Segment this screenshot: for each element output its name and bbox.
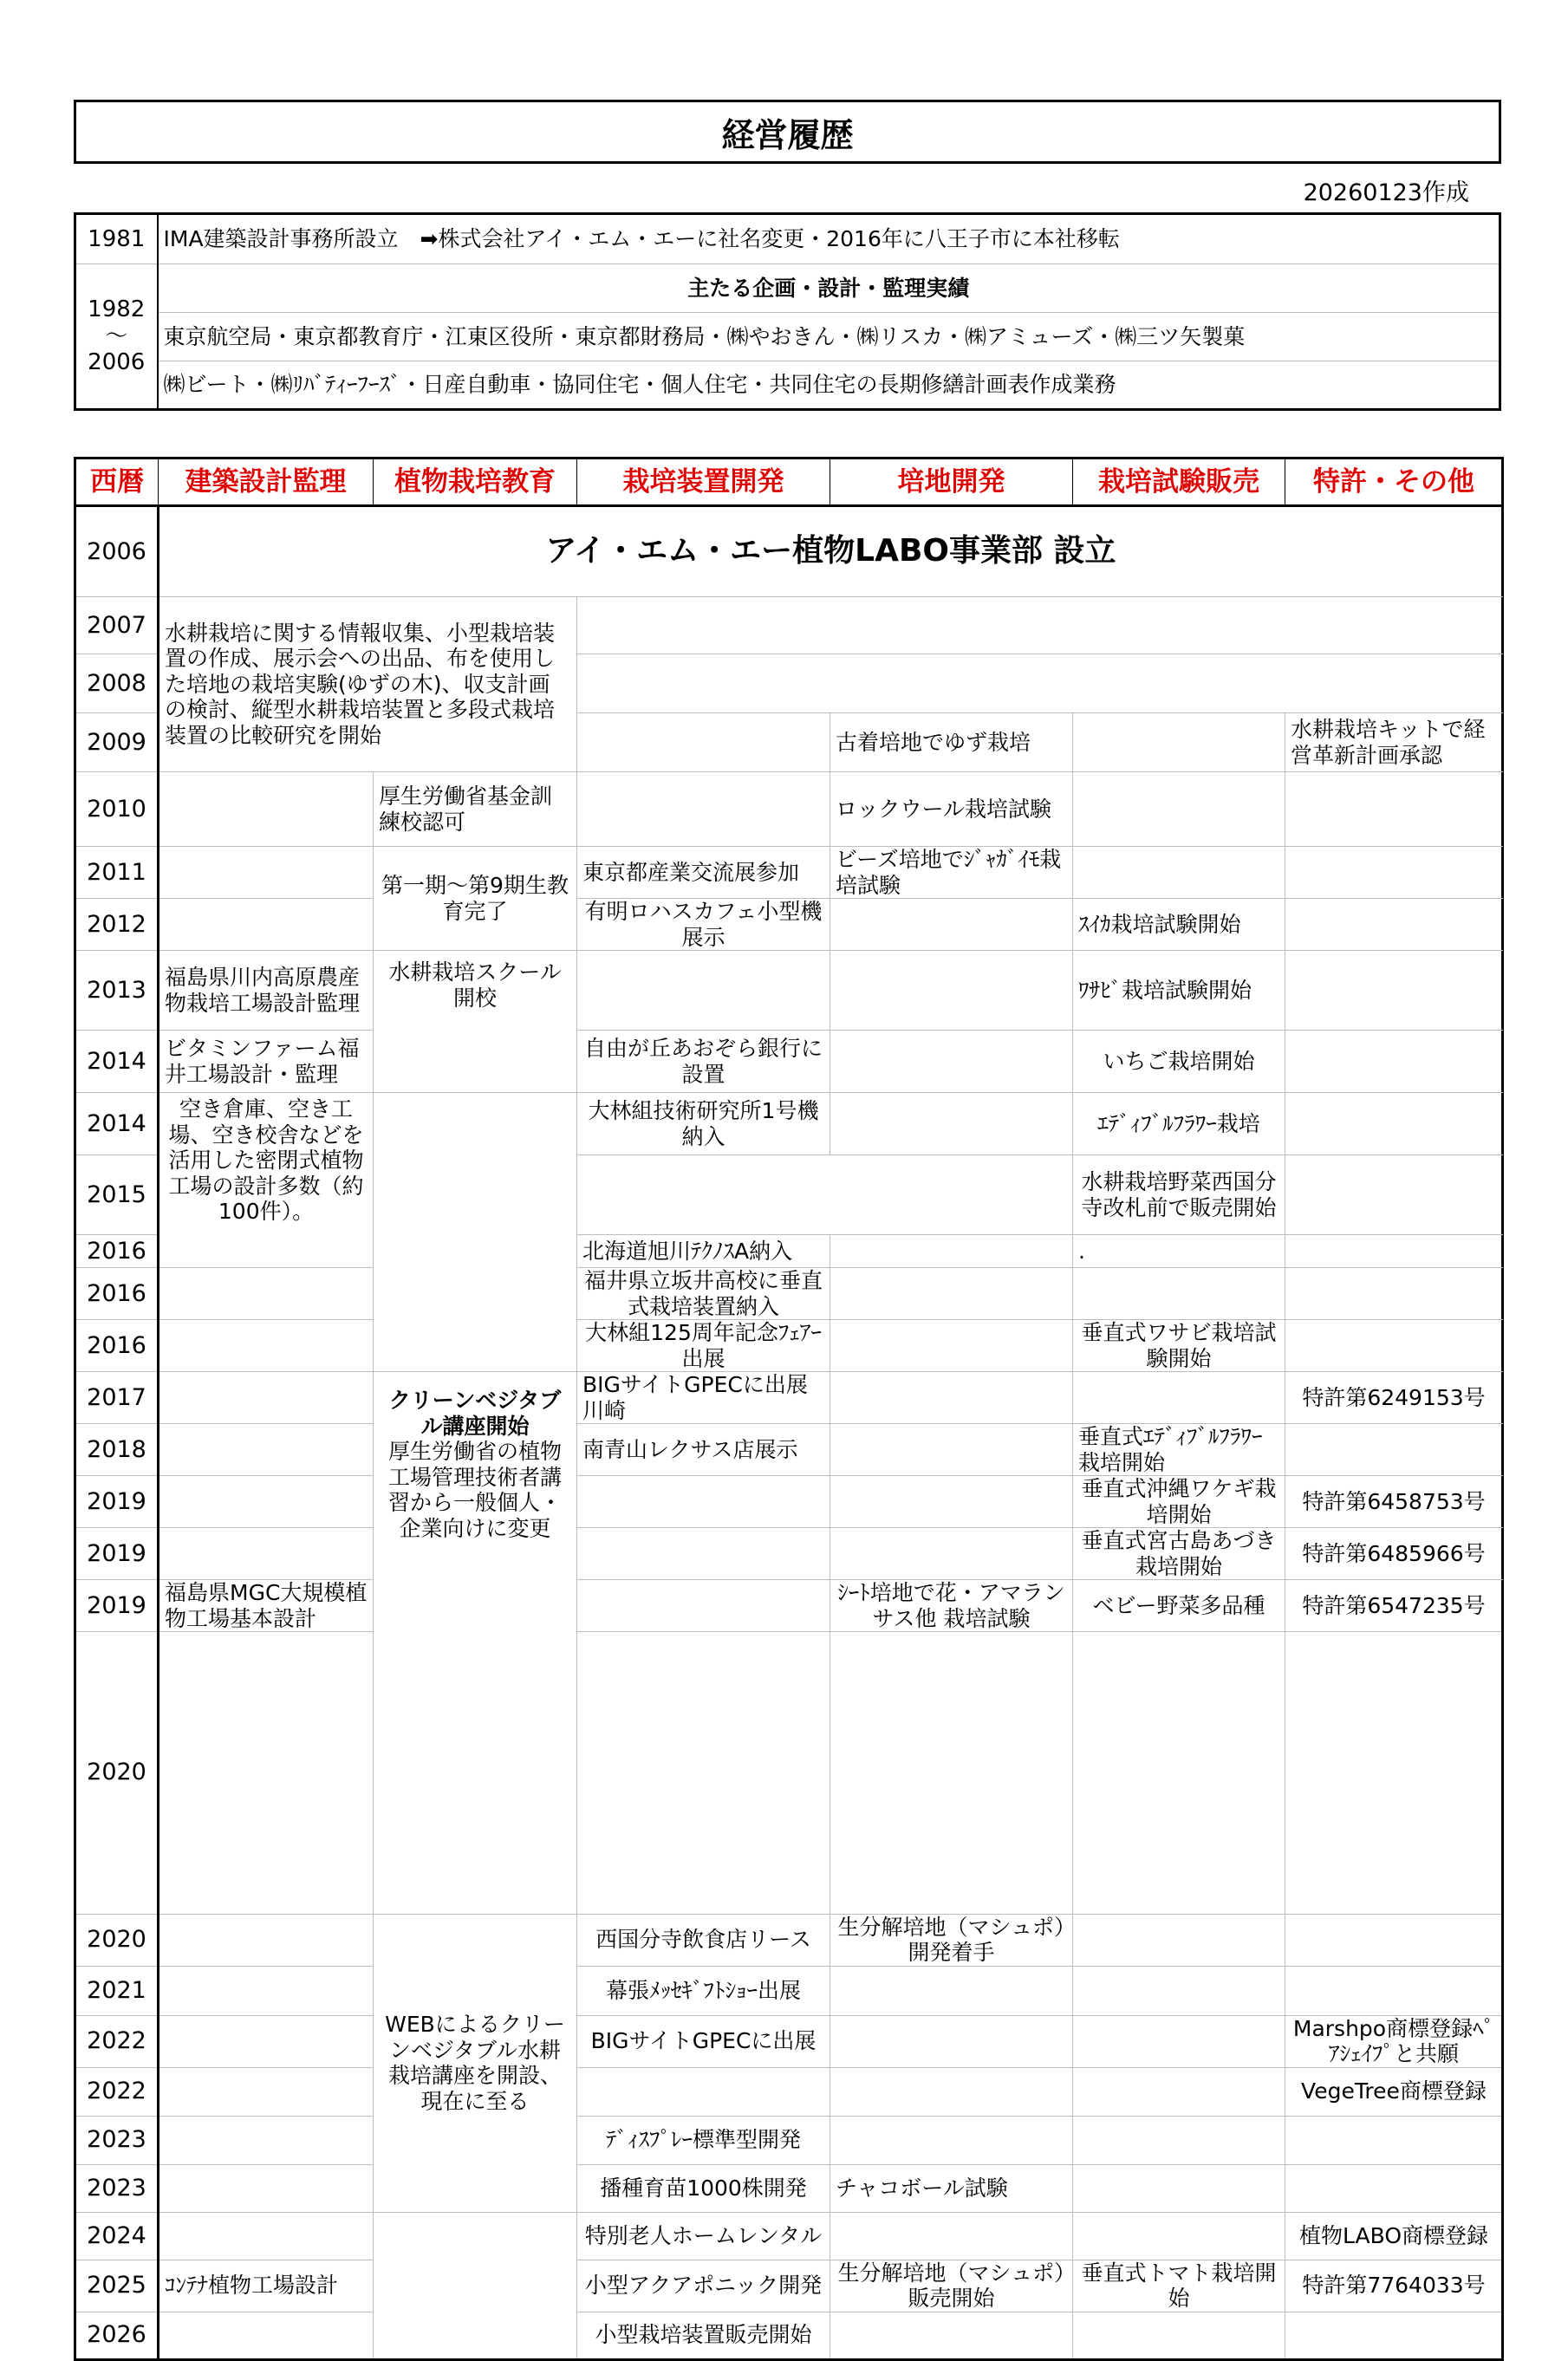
empty-cell	[1285, 1424, 1503, 1476]
table-row	[75, 1268, 1503, 1320]
empty-cell	[1073, 1268, 1285, 1320]
empty-cell	[159, 1424, 374, 1476]
trial-cell: 垂直式宮古島あづき栽培開始	[1073, 1528, 1285, 1580]
patent-cell: 特許第6249153号	[1285, 1372, 1503, 1424]
header-education: 植物栽培教育	[374, 459, 577, 506]
history-text: IMA建築設計事務所設立 ➡株式会社アイ・エム・エーに社名変更・2016年に八王子市に本社移転	[158, 214, 1500, 264]
empty-cell	[159, 1966, 374, 2015]
patent-cell: 特許第6485966号	[1285, 1528, 1503, 1580]
empty-cell	[159, 1632, 374, 1915]
range-end: 2006	[88, 349, 146, 376]
empty-cell	[1073, 1632, 1285, 1915]
empty-cell	[830, 2212, 1073, 2260]
year-cell: 2020	[75, 1914, 159, 1966]
device-cell: 大林組技術研究所1号機納入	[577, 1093, 830, 1155]
empty-cell	[1073, 1372, 1285, 1424]
table-row	[75, 1966, 1503, 2015]
year-cell: 2018	[75, 1424, 159, 1476]
header-patent: 特許・その他	[1285, 459, 1503, 506]
device-cell: 大林組125周年記念ﾌｪｱｰ出展	[577, 1320, 830, 1372]
year-cell: 2019	[75, 1580, 159, 1632]
header-architecture: 建築設計監理	[159, 459, 374, 506]
medium-cell: ｼｰﾄ培地で花・アマランサス他 栽培試験	[830, 1580, 1073, 1632]
company-history-table	[74, 212, 1501, 411]
empty-cell	[1073, 2067, 1285, 2116]
medium-cell: 生分解培地（マシュポ）開発着手	[830, 1914, 1073, 1966]
empty-cell	[577, 1632, 830, 1915]
empty-cell	[830, 1268, 1073, 1320]
empty-cell	[159, 1372, 374, 1424]
empty-cell	[830, 2312, 1073, 2359]
course-description: 厚生労働省の植物工場管理技術者講習から一般個人・企業向けに変更	[387, 1439, 562, 1541]
range-start: 1982	[88, 296, 146, 322]
established-banner: アイ・エム・エー植物LABO事業部 設立	[159, 506, 1503, 597]
trial-cell: 水耕栽培野菜西国分寺改札前で販売開始	[1073, 1155, 1285, 1235]
year-cell: 2010	[75, 772, 159, 847]
empty-cell	[159, 1476, 374, 1528]
empty-cell	[1285, 1914, 1503, 1966]
architecture-cell: ｺﾝﾃﾅ植物工場設計	[159, 2260, 374, 2312]
year-cell: 2012	[75, 899, 159, 951]
trial-cell: ｽｲｶ栽培試験開始	[1073, 899, 1285, 951]
header-device: 栽培装置開発	[577, 459, 830, 506]
empty-cell	[830, 1966, 1073, 2015]
history-clients: 東京航空局・東京都教育庁・江東区役所・東京都財務局・㈱やおきん・㈱リスカ・㈱アミューズ・㈱三ツ矢製菓	[158, 313, 1500, 361]
empty-cell	[1285, 1320, 1503, 1372]
empty-cell	[1073, 2116, 1285, 2164]
medium-cell: 生分解培地（マシュポ）販売開始	[830, 2260, 1073, 2312]
empty-cell	[577, 1476, 830, 1528]
empty-cell	[577, 1528, 830, 1580]
research-start-cell: 水耕栽培に関する情報収集、小型栽培装置の作成、展示会への出品、布を使用した培地の栽培実験(ゆずの木)、収支計画の検討、縦型水耕栽培装置と多段式栽培装置の比較研究を開始	[159, 597, 577, 772]
empty-cell	[159, 2312, 374, 2359]
architecture-cell: ビタミンファーム福井工場設計・監理	[159, 1031, 374, 1093]
table-row	[75, 2067, 1503, 2116]
device-cell: 特別老人ホームレンタル	[577, 2212, 830, 2260]
device-cell: 自由が丘あおぞら銀行に設置	[577, 1031, 830, 1093]
year-cell: 2014	[75, 1093, 159, 1155]
table-row	[75, 2164, 1503, 2212]
architecture-cell: 福島県MGC大規模植物工場基本設計	[159, 1580, 374, 1632]
trial-cell: 垂直式トマト栽培開始	[1073, 2260, 1285, 2312]
empty-cell	[374, 2212, 577, 2359]
trial-cell: ｴﾃﾞｨﾌﾞﾙﾌﾗﾜｰ栽培	[1073, 1093, 1285, 1155]
patent-cell: 特許第7764033号	[1285, 2260, 1503, 2312]
education-cell: 第一期～第9期生教育完了	[374, 847, 577, 951]
table-row	[75, 899, 1503, 951]
clean-vegetable-course-cell	[374, 1372, 577, 1915]
empty-cell	[1073, 2164, 1285, 2212]
year-cell: 2011	[75, 847, 159, 899]
patent-cell: 植物LABO商標登録	[1285, 2212, 1503, 2260]
empty-cell	[830, 1031, 1073, 1093]
empty-cell	[577, 951, 830, 1031]
patent-cell: 水耕栽培キットで経営革新計画承認	[1285, 713, 1503, 772]
year-cell: 2024	[75, 2212, 159, 2260]
year-cell: 2008	[75, 654, 159, 713]
device-cell: BIGサイトGPECに出展川崎	[577, 1372, 830, 1424]
empty-cell	[830, 2015, 1073, 2067]
medium-cell: 古着培地でゆず栽培	[830, 713, 1073, 772]
year-cell: 2020	[75, 1632, 159, 1915]
table-row	[75, 2260, 1503, 2312]
year-cell: 2017	[75, 1372, 159, 1424]
device-cell: 南青山レクサス店展示	[577, 1424, 830, 1476]
empty-cell	[374, 1093, 577, 1372]
table-row	[75, 2312, 1503, 2359]
empty-cell	[159, 2067, 374, 2116]
empty-cell	[577, 597, 1503, 654]
education-cell: WEBによるクリーンベジタブル水耕栽培講座を開設、現在に至る	[374, 1914, 577, 2212]
device-cell: 小型アクアポニック開発	[577, 2260, 830, 2312]
architecture-cell: 福島県川内高原農産物栽培工場設計監理	[159, 951, 374, 1031]
empty-cell	[577, 2067, 830, 2116]
empty-cell	[1285, 1031, 1503, 1093]
empty-cell	[1073, 1966, 1285, 2015]
table-row	[75, 506, 1503, 597]
year-cell: 2013	[75, 951, 159, 1031]
table-row	[75, 772, 1503, 847]
history-clients: ㈱ビート・㈱ﾘﾊﾞﾃｨｰﾌｰｽﾞ・日産自動車・協同住宅・個人住宅・共同住宅の長期修繕計画表作成業務	[158, 361, 1500, 410]
empty-cell	[1073, 1914, 1285, 1966]
medium-cell: ロックウール栽培試験	[830, 772, 1073, 847]
device-cell: 有明ロハスカフェ小型機展示	[577, 899, 830, 951]
table-row	[75, 1580, 1503, 1632]
history-row	[75, 264, 1500, 313]
empty-cell	[159, 1268, 374, 1320]
empty-cell	[1285, 899, 1503, 951]
patent-cell: 特許第6547235号	[1285, 1580, 1503, 1632]
document-title: 経営履歴	[74, 100, 1501, 164]
empty-cell	[159, 2164, 374, 2212]
device-cell: 北海道旭川ﾃｸﾉｽA納入	[577, 1235, 830, 1268]
empty-cell	[159, 847, 374, 899]
empty-cell	[577, 713, 830, 772]
business-timeline-table	[74, 457, 1504, 2361]
table-row	[75, 847, 1503, 899]
empty-cell	[1285, 2116, 1503, 2164]
year-cell: 2019	[75, 1476, 159, 1528]
header-row	[75, 459, 1503, 506]
trial-cell: ベビー野菜多品種	[1073, 1580, 1285, 1632]
patent-cell: Marshpo商標登録ﾍﾟｱｼｪｲﾌﾟと共願	[1285, 2015, 1503, 2067]
year-cell: 2015	[75, 1155, 159, 1235]
empty-cell	[577, 654, 1503, 713]
table-row	[75, 1320, 1503, 1372]
empty-cell	[1285, 1632, 1503, 1915]
table-row	[75, 1632, 1503, 1915]
empty-cell	[830, 1528, 1073, 1580]
empty-cell	[1285, 1966, 1503, 2015]
trial-cell: 垂直式沖縄ワケギ栽培開始	[1073, 1476, 1285, 1528]
table-row	[75, 2015, 1503, 2067]
course-title: クリーンベジタブル講座開始	[388, 1388, 562, 1439]
history-subtitle: 主たる企画・設計・監理実績	[158, 264, 1500, 313]
empty-cell	[159, 1320, 374, 1372]
header-year: 西暦	[75, 459, 159, 506]
empty-cell	[1285, 951, 1503, 1031]
device-cell: 小型栽培装置販売開始	[577, 2312, 830, 2359]
empty-cell	[159, 772, 374, 847]
table-row	[75, 1424, 1503, 1476]
architecture-cell: 空き倉庫、空き工場、空き校舎などを活用した密閉式植物工場の設計多数（約100件）。	[159, 1093, 374, 1268]
year-cell: 2019	[75, 1528, 159, 1580]
device-cell: 福井県立坂井高校に垂直式栽培装置納入	[577, 1268, 830, 1320]
empty-cell	[830, 2116, 1073, 2164]
table-row	[75, 1914, 1503, 1966]
table-row	[75, 1031, 1503, 1093]
medium-cell: ビーズ培地でｼﾞｬｶﾞｲﾓ栽培試験	[830, 847, 1073, 899]
trial-cell: 垂直式ワサビ栽培試験開始	[1073, 1320, 1285, 1372]
empty-cell	[159, 2212, 374, 2260]
empty-cell	[830, 1476, 1073, 1528]
year-cell: 2016	[75, 1268, 159, 1320]
education-cell: 厚生労働省基金訓練校認可	[374, 772, 577, 847]
table-row	[75, 597, 1503, 654]
empty-cell	[830, 1424, 1073, 1476]
patent-cell: VegeTree商標登録	[1285, 2067, 1503, 2116]
table-row	[75, 1372, 1503, 1424]
empty-cell	[1285, 772, 1503, 847]
year-cell: 2022	[75, 2015, 159, 2067]
year-cell: 2025	[75, 2260, 159, 2312]
empty-cell	[1073, 772, 1285, 847]
header-trial: 栽培試験販売	[1073, 459, 1285, 506]
empty-cell	[1073, 713, 1285, 772]
year-cell: 2006	[75, 506, 159, 597]
education-cell: 水耕栽培スクール開校	[374, 951, 577, 1093]
range-tilde: ～	[105, 322, 128, 349]
empty-cell	[159, 2116, 374, 2164]
year-cell: 2021	[75, 1966, 159, 2015]
empty-cell	[1285, 1268, 1503, 1320]
empty-cell	[1073, 847, 1285, 899]
history-year: 1981	[75, 214, 158, 264]
trial-cell: 垂直式ｴﾃﾞｨﾌﾞﾙﾌﾗﾜｰ栽培開始	[1073, 1424, 1285, 1476]
empty-cell	[1285, 1093, 1503, 1155]
history-row	[75, 361, 1500, 410]
year-cell: 2014	[75, 1031, 159, 1093]
device-cell: 西国分寺飲食店リース	[577, 1914, 830, 1966]
empty-cell	[1285, 1235, 1503, 1268]
device-cell: 幕張ﾒｯｾｷﾞﾌﾄｼｮｰ出展	[577, 1966, 830, 2015]
trial-cell: いちご栽培開始	[1073, 1031, 1285, 1093]
year-cell: 2016	[75, 1235, 159, 1268]
empty-cell	[830, 1093, 1073, 1155]
empty-cell	[1285, 2164, 1503, 2212]
history-year-range	[75, 264, 158, 410]
empty-cell	[577, 1580, 830, 1632]
table-row	[75, 1476, 1503, 1528]
year-cell: 2009	[75, 713, 159, 772]
empty-cell	[830, 899, 1073, 951]
device-cell: BIGサイトGPECに出展	[577, 2015, 830, 2067]
empty-cell	[830, 1632, 1073, 1915]
year-cell: 2007	[75, 597, 159, 654]
history-row	[75, 313, 1500, 361]
device-cell: ﾃﾞｨｽﾌﾟﾚｰ標準型開発	[577, 2116, 830, 2164]
empty-cell	[830, 1235, 1073, 1268]
empty-cell	[159, 1528, 374, 1580]
empty-cell	[159, 899, 374, 951]
empty-cell	[1073, 2212, 1285, 2260]
medium-cell: チャコボール試験	[830, 2164, 1073, 2212]
empty-cell	[830, 951, 1073, 1031]
empty-cell	[159, 1914, 374, 1966]
table-row	[75, 1093, 1503, 1155]
year-cell: 2016	[75, 1320, 159, 1372]
table-row	[75, 2212, 1503, 2260]
empty-cell	[577, 1155, 1073, 1235]
year-cell: 2023	[75, 2164, 159, 2212]
device-cell: 東京都産業交流展参加	[577, 847, 830, 899]
empty-cell	[1285, 847, 1503, 899]
table-row	[75, 951, 1503, 1031]
patent-cell: 特許第6458753号	[1285, 1476, 1503, 1528]
empty-cell	[830, 1372, 1073, 1424]
year-cell: 2026	[75, 2312, 159, 2359]
trial-cell: .	[1073, 1235, 1285, 1268]
empty-cell	[830, 1320, 1073, 1372]
table-row	[75, 2116, 1503, 2164]
table-row	[75, 1528, 1503, 1580]
empty-cell	[577, 772, 830, 847]
empty-cell	[1285, 1155, 1503, 1235]
year-cell: 2022	[75, 2067, 159, 2116]
empty-cell	[830, 2067, 1073, 2116]
history-row	[75, 214, 1500, 264]
year-cell: 2023	[75, 2116, 159, 2164]
empty-cell	[159, 2015, 374, 2067]
empty-cell	[1073, 2312, 1285, 2359]
created-date: 20260123作成	[1303, 179, 1469, 206]
trial-cell: ﾜｻﾋﾞ栽培試験開始	[1073, 951, 1285, 1031]
empty-cell	[1073, 2015, 1285, 2067]
header-medium: 培地開発	[830, 459, 1073, 506]
device-cell: 播種育苗1000株開発	[577, 2164, 830, 2212]
empty-cell	[1285, 2312, 1503, 2359]
